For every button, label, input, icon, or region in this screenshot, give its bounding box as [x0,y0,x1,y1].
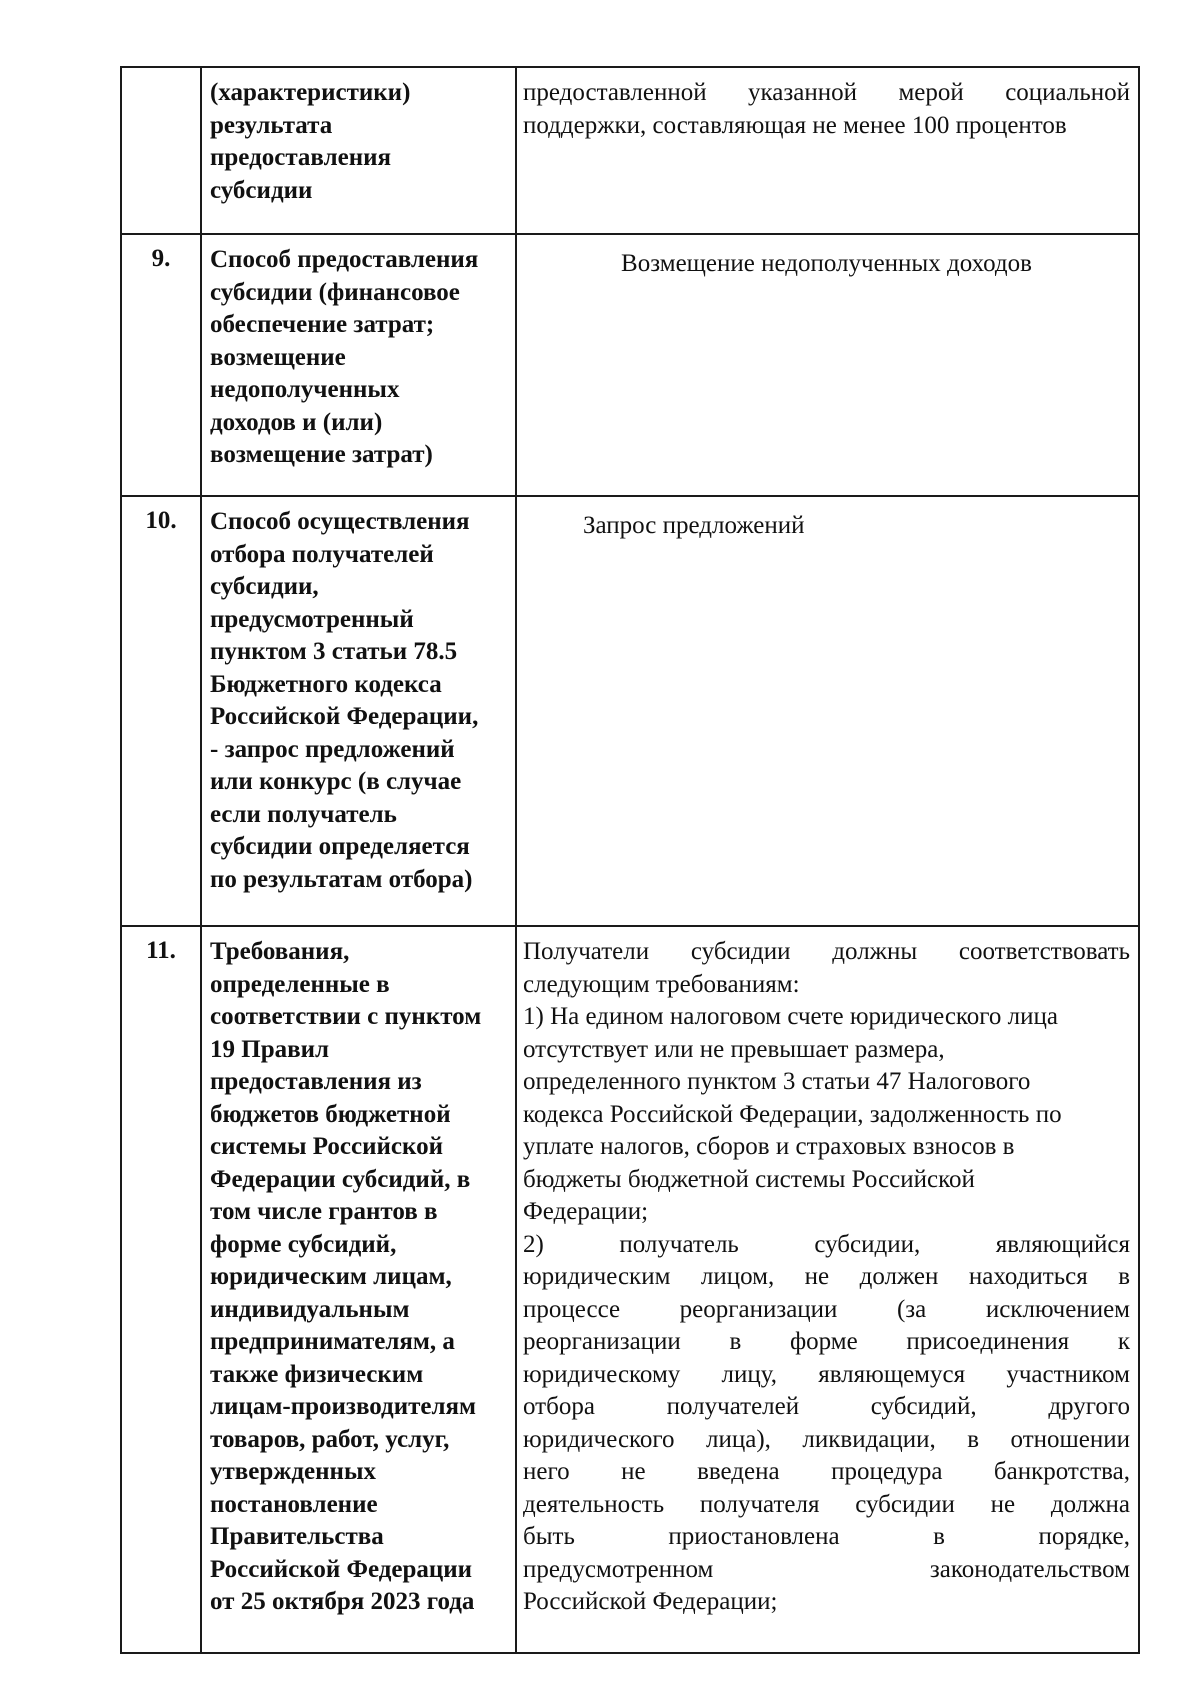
label-line: предоставления из [210,1068,422,1095]
label-line: предусмотренный [210,605,414,633]
label-line: том числе грантов в [210,1198,438,1225]
row-value [516,926,1139,1653]
label-line: соответствии с пунктом [210,1003,482,1030]
value-line: Федерации; [523,1198,649,1225]
label-line: постановление [210,1490,378,1518]
value-line: Получатели субсидии должны соответствовать [523,938,1130,965]
value-line: юридическому лицу, являющемуся участником [523,1360,1130,1388]
label-line: Способ осуществления [210,508,470,535]
value-line: Российской Федерации; [523,1588,778,1615]
value-line: реорганизации в форме присоединения к [523,1328,1130,1355]
label-line: обеспечение затрат; [210,311,435,338]
label-line: системы Российской [210,1133,443,1160]
label-line: возмещение [210,343,346,371]
label-line: утвержденных [210,1458,376,1485]
label-line: от 25 октября 2023 года [210,1588,475,1615]
label-line: предпринимателям, а [210,1328,455,1355]
value-line: уплате налогов, сборов и страховых взносов в [523,1133,1015,1160]
label-line: индивидуальным [210,1295,410,1323]
label-line: недополученных [210,376,400,403]
label-line: определенные в [210,970,390,998]
label-line: - запрос предложений [210,735,455,763]
value-line: определенного пунктом 3 статьи 47 Налогового [523,1068,1031,1095]
label-line: Требования, [210,938,350,965]
table-row [121,234,1139,496]
label-line: субсидии определяется [210,833,470,860]
label-line: (характеристики) [210,79,411,106]
value-line: него не введена процедура банкротства, [523,1458,1130,1485]
value-line: юридическим лицом, не должен находиться в [523,1263,1130,1290]
row-label [201,67,516,234]
label-line: форме субсидий, [210,1230,397,1258]
label-line: Бюджетного кодекса [210,670,442,698]
label-line: товаров, работ, услуг, [210,1425,450,1453]
label-line: Российской Федерации, [210,703,479,730]
row-label [201,496,516,926]
row-label [201,234,516,496]
label-line: 19 Правил [210,1035,330,1063]
label-line: отбора получателей [210,540,434,568]
value-line: предусмотренном законодательством [523,1555,1130,1583]
label-line: субсидии (финансовое [210,278,460,306]
label-line: субсидии, [210,573,319,600]
row-value [516,496,1139,926]
value-line: деятельность получателя субсидии не должна [523,1490,1130,1518]
label-line: предоставления [210,144,392,171]
value-line: кодекса Российской Федерации, задолженность по [523,1100,1062,1128]
value-line: быть приостановлена в порядке, [523,1523,1130,1550]
value-line: поддержки, составляющая не менее 100 процентов [523,111,1067,139]
value-line: предоставленной указанной мерой социальной [523,79,1130,106]
label-line: доходов и (или) [210,408,383,436]
label-line: результата [210,111,333,139]
label-line: Российской Федерации [210,1555,473,1583]
row-number [121,67,201,234]
value-line: отбора получателей субсидий, другого [523,1393,1130,1420]
row-value [516,234,1139,496]
label-line: также физическим [210,1360,424,1388]
label-line: пунктом 3 статьи 78.5 [210,638,458,665]
value-line: 2) получатель субсидии, являющийся [523,1230,1130,1258]
label-line: субсидии [210,176,313,204]
row-number: 11. [121,926,201,1653]
table-row [121,496,1139,926]
selection-method-value: Запрос предложений [583,512,805,539]
label-line: возмещение затрат) [210,441,433,468]
row-number: 9. [121,234,201,496]
label-line: бюджетов бюджетной [210,1100,451,1128]
row-number: 10. [121,496,201,926]
label-line: Правительства [210,1523,384,1550]
table-row [121,926,1139,1653]
value-line: следующим требованиям: [523,970,800,998]
label-line: Федерации субсидий, в [210,1165,471,1193]
row-value [516,67,1139,234]
subsidy-method-value: Возмещение недополученных доходов [621,250,1032,277]
value-line: отсутствует или не превышает размера, [523,1035,945,1063]
value-line: юридического лица), ликвидации, в отношении [523,1425,1130,1453]
subsidy-requirements-table [120,66,1140,1654]
row-label [201,926,516,1653]
value-line: процессе реорганизации (за исключением [523,1295,1130,1323]
label-line: или конкурс (в случае [210,768,462,795]
value-line: 1) На едином налоговом счете юридического лица [523,1003,1059,1030]
label-line: лицам-производителям [210,1393,477,1420]
table-row [121,67,1139,234]
label-line: по результатам отбора) [210,865,473,893]
label-line: если получатель [210,800,397,828]
label-line: юридическим лицам, [210,1263,452,1290]
value-line: бюджеты бюджетной системы Российской [523,1165,975,1193]
label-line: Способ предоставления [210,246,479,273]
